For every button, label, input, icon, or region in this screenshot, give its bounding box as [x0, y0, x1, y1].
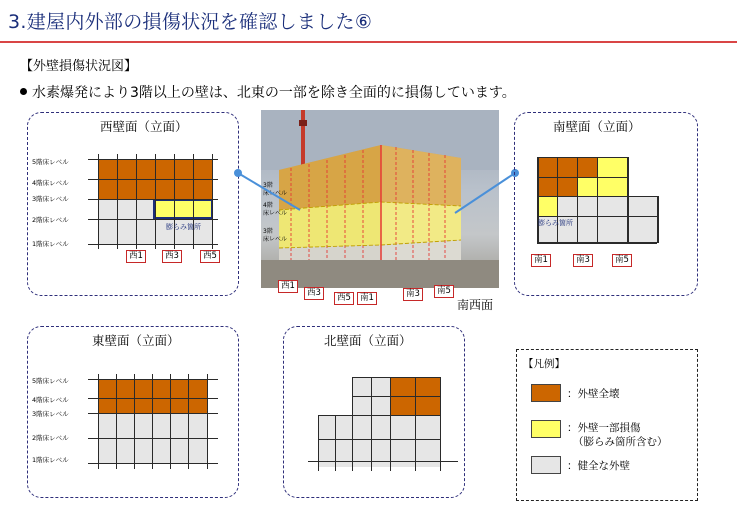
west-wall-title: 西壁面（立面） [100, 119, 188, 134]
grid-line [371, 377, 372, 471]
west-tag-3: 西3 [162, 250, 182, 263]
grid-line [88, 398, 218, 399]
legend-label-partial: ：外壁一部損傷 [567, 422, 641, 434]
bullet-text: 水素爆発により3階以上の壁は、北東の一部を除き全面的に損傷しています。 [32, 85, 516, 101]
photo-floor-marker: 3階 [263, 228, 273, 235]
bulge-outline [153, 199, 213, 219]
grid-line [537, 157, 627, 158]
photo-direction-label: 南西面 [457, 298, 494, 312]
grid-line [134, 374, 135, 469]
grid-line [577, 157, 578, 243]
floor-label-2f: 2階床レベル [32, 216, 69, 224]
photo-floor-marker: 床レベル [263, 210, 288, 217]
east-wall-title: 東壁面（立面） [92, 333, 180, 348]
grid-line [657, 196, 659, 243]
title-underline [0, 41, 737, 43]
grid-line [188, 374, 189, 469]
grid-line [88, 413, 218, 414]
floor-label-4f: 4階床レベル [32, 396, 69, 404]
photo-tag-south5: 南5 [434, 285, 454, 298]
grid-line [415, 377, 416, 471]
grid-line [136, 154, 137, 249]
west-wall-grid [98, 159, 218, 247]
floor-label-3f: 3階床レベル [32, 410, 69, 418]
south-tag-5: 南5 [612, 254, 632, 267]
east-wall-panel [27, 326, 239, 498]
partial-damage-area [577, 177, 627, 196]
photo-tag-west1: 西1 [278, 280, 298, 293]
photo-floor-marker: 床レベル [263, 190, 288, 197]
partial-damage-area [537, 196, 557, 216]
grid-line [88, 179, 218, 180]
floor-label-3f: 3階床レベル [32, 195, 69, 203]
south-tag-3: 南3 [573, 254, 593, 267]
grid-line [88, 244, 218, 245]
grid-line [308, 461, 458, 462]
photo-floor-marker: 4階 [263, 202, 273, 209]
west-tag-1: 西1 [126, 250, 146, 263]
photo-tag-west5: 西5 [334, 292, 354, 305]
grid-line [88, 438, 218, 439]
grid-line [318, 439, 440, 440]
sound-wall-area [627, 196, 657, 242]
bulge-label: 膨らみ箇所 [166, 223, 201, 231]
floor-label-5f: 5階床レベル [32, 377, 69, 385]
floor-label-2f: 2階床レベル [32, 434, 69, 442]
photo-floor-marker: 床レベル [263, 236, 288, 243]
grid-line [318, 415, 440, 416]
section-heading: 【外壁損傷状況図】 [20, 59, 138, 74]
legend-swatch-sound [531, 456, 561, 474]
destroyed-wall-area [577, 157, 597, 177]
bullet-icon [20, 88, 27, 95]
grid-line [170, 374, 171, 469]
page-title: 3.建屋内外部の損傷状況を確認しました⑥ [8, 11, 373, 33]
grid-line [88, 159, 218, 160]
grid-line [193, 154, 194, 249]
floor-label-1f: 1階床レベル [32, 240, 69, 248]
photo-floor-marker: 3階 [263, 182, 273, 189]
grid-line [440, 377, 441, 471]
west-tag-5: 西5 [200, 250, 220, 263]
bulge-label: 膨らみ箇所 [538, 219, 573, 227]
partial-damage-area [597, 157, 627, 177]
grid-line [88, 199, 218, 200]
south-wall-grid [537, 157, 667, 247]
grid-line [627, 157, 629, 243]
grid-line [88, 219, 218, 220]
grid-line [335, 415, 336, 471]
north-wall-panel [283, 326, 465, 498]
north-wall-grid [318, 377, 448, 477]
grid-line [212, 154, 213, 249]
grid-line [557, 157, 558, 243]
grid-line [98, 374, 99, 469]
grid-line [597, 157, 598, 243]
grid-line [155, 154, 156, 249]
photo-tag-south1: 南1 [357, 292, 377, 305]
grid-line [88, 463, 218, 464]
grid-line [352, 377, 353, 471]
legend-box [516, 349, 698, 501]
legend-title: 【凡例】 [523, 358, 565, 370]
legend-note-partial: （膨らみ箇所含む） [573, 436, 668, 448]
grid-line [116, 374, 117, 469]
connector-lines [230, 165, 530, 225]
grid-line [88, 379, 218, 380]
south-wall-title: 南壁面（立面） [553, 119, 641, 134]
grid-line [152, 374, 153, 469]
legend-label-sound: ：健全な外壁 [567, 460, 630, 472]
legend-swatch-partial [531, 420, 561, 438]
grid-line [174, 154, 175, 249]
east-wall-grid [98, 379, 218, 469]
legend-label-destroyed: ：外壁全壊 [567, 388, 620, 400]
grid-line [318, 415, 319, 471]
grid-line [390, 377, 391, 471]
grid-line [537, 157, 539, 243]
destroyed-wall-area [98, 379, 208, 413]
grid-line [207, 374, 208, 469]
photo-tag-south3: 南3 [403, 288, 423, 301]
legend-swatch-destroyed [531, 384, 561, 402]
south-tag-1: 南1 [531, 254, 551, 267]
floor-label-5f: 5階床レベル [32, 158, 69, 166]
grid-line [352, 377, 440, 378]
grid-line [537, 177, 627, 178]
north-wall-title: 北壁面（立面） [324, 333, 412, 348]
photo-tag-west3: 西3 [304, 287, 324, 300]
grid-line [352, 396, 440, 397]
west-wall-panel [27, 112, 239, 296]
floor-label-4f: 4階床レベル [32, 179, 69, 187]
floor-label-1f: 1階床レベル [32, 456, 69, 464]
grid-line [98, 154, 99, 249]
grid-line [117, 154, 118, 249]
south-wall-panel [514, 112, 698, 296]
